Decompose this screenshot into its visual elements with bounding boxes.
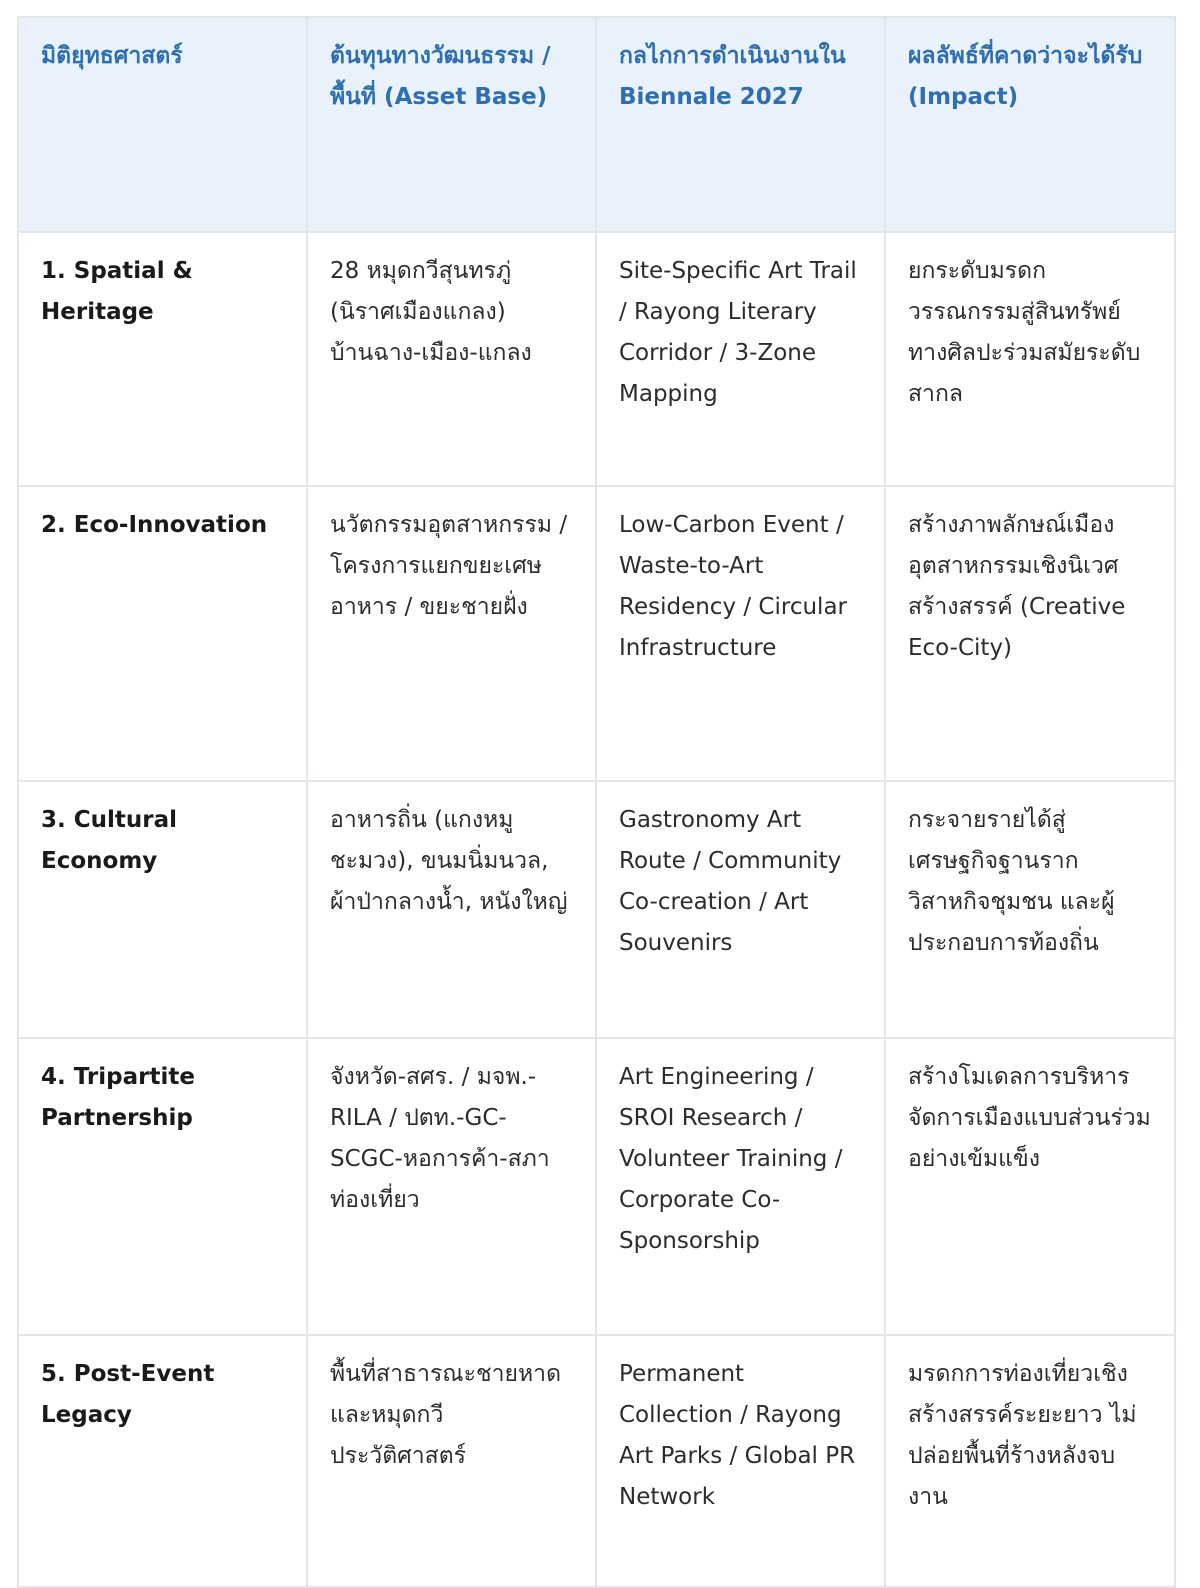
cell-asset: 28 หมุดกวีสุนทรภู่ (นิราศเมืองแกลง) บ้านฉาง-เมือง-แกลง <box>307 232 596 486</box>
table-row <box>18 232 1175 486</box>
cell-asset: นวัตกรรมอุตสาหกรรม / โครงการแยกขยะเศษอาหาร / ขยะชายฝั่ง <box>307 486 596 781</box>
table-row <box>18 1038 1175 1335</box>
header-dimension: มิติยุทธศาสตร์ <box>18 17 307 232</box>
cell-mechanism: Low-Carbon Event / Waste-to-Art Residency / Circular Infrastructure <box>596 486 885 781</box>
cell-mechanism: Site-Specific Art Trail / Rayong Literary Corridor / 3-Zone Mapping <box>596 232 885 486</box>
table-row <box>18 486 1175 781</box>
cell-dimension: 2. Eco-Innovation <box>18 486 307 781</box>
strategy-table <box>17 16 1176 1588</box>
cell-dimension: 5. Post-Event Legacy <box>18 1335 307 1587</box>
cell-mechanism: Gastronomy Art Route / Community Co-creation / Art Souvenirs <box>596 781 885 1038</box>
cell-impact: สร้างภาพลักษณ์เมืองอุตสาหกรรมเชิงนิเวศสร้างสรรค์ (Creative Eco-City) <box>885 486 1175 781</box>
header-asset-base: ต้นทุนทางวัฒนธรรม / พื้นที่ (Asset Base) <box>307 17 596 232</box>
header-mechanism: กลไกการดำเนินงานใน Biennale 2027 <box>596 17 885 232</box>
strategy-table-container <box>17 16 1174 1510</box>
cell-mechanism: Art Engineering / SROI Research / Volunteer Training / Corporate Co-Sponsorship <box>596 1038 885 1335</box>
table-body <box>18 232 1175 1587</box>
cell-impact: กระจายรายได้สู่เศรษฐกิจฐานรากวิสาหกิจชุมชน และผู้ประกอบการท้องถิ่น <box>885 781 1175 1038</box>
header-row <box>18 17 1175 232</box>
table-row <box>18 781 1175 1038</box>
cell-dimension: 4. Tripartite Partnership <box>18 1038 307 1335</box>
cell-mechanism: Permanent Collection / Rayong Art Parks / Global PR Network <box>596 1335 885 1587</box>
cell-dimension: 3. Cultural Economy <box>18 781 307 1038</box>
cell-asset: พื้นที่สาธารณะชายหาด และหมุดกวีประวัติศาสตร์ <box>307 1335 596 1587</box>
header-impact: ผลลัพธ์ที่คาดว่าจะได้รับ (Impact) <box>885 17 1175 232</box>
cell-asset: อาหารถิ่น (แกงหมูชะมวง), ขนมนิ่มนวล, ผ้าป่ากลางน้ำ, หนังใหญ่ <box>307 781 596 1038</box>
cell-dimension: 1. Spatial & Heritage <box>18 232 307 486</box>
table-header <box>18 17 1175 232</box>
table-row <box>18 1335 1175 1587</box>
cell-impact: ยกระดับมรดกวรรณกรรมสู่สินทรัพย์ทางศิลปะร่วมสมัยระดับสากล <box>885 232 1175 486</box>
cell-impact: สร้างโมเดลการบริหารจัดการเมืองแบบส่วนร่วมอย่างเข้มแข็ง <box>885 1038 1175 1335</box>
cell-asset: จังหวัด-สศร. / มจพ.-RILA / ปตท.-GC-SCGC-หอการค้า-สภาท่องเที่ยว <box>307 1038 596 1335</box>
cell-impact: มรดกการท่องเที่ยวเชิงสร้างสรรค์ระยะยาว ไม่ปล่อยพื้นที่ร้างหลังจบงาน <box>885 1335 1175 1587</box>
